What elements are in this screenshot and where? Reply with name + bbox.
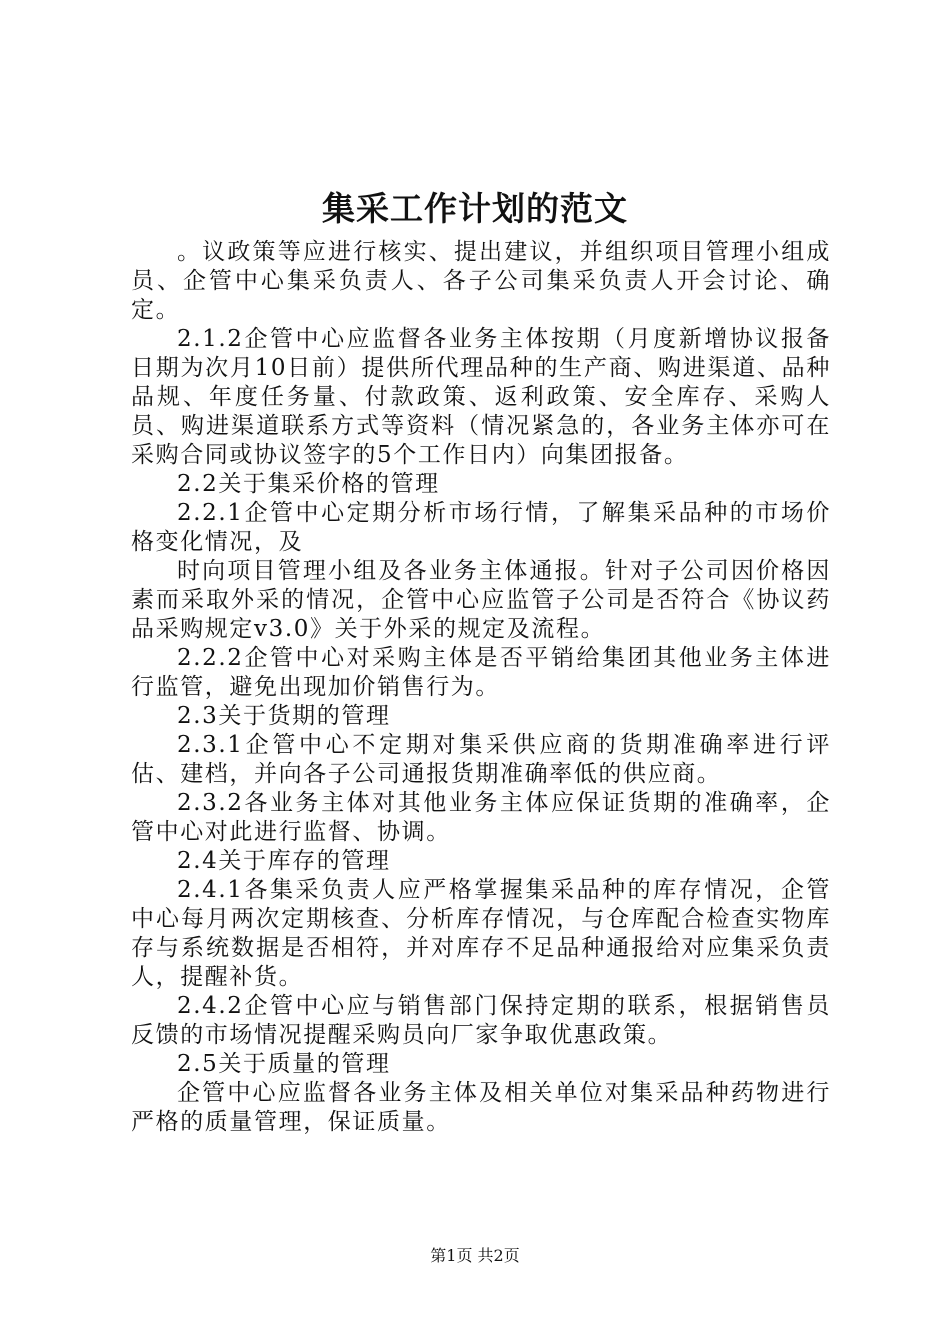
section-heading: 2.5关于质量的管理	[177, 1051, 391, 1077]
paragraph: 。议政策等应进行核实、提出建议，并组织项目管理小组成员、企管中心集采负责人、各子公司集采负责人开会讨论、确定。	[131, 239, 831, 323]
paragraph: 2.2.1企管中心定期分析市场行情，了解集采品种的市场价格变化情况，及	[131, 500, 831, 555]
document-title: 集采工作计划的范文	[322, 189, 628, 228]
page-footer: 第1页 共2页	[430, 1246, 520, 1265]
section-heading: 2.2关于集采价格的管理	[177, 471, 440, 497]
document-body	[131, 238, 831, 1137]
paragraph: 2.3.2各业务主体对其他业务主体应保证货期的准确率，企管中心对此进行监督、协调。	[131, 790, 831, 845]
paragraph: 2.3.1企管中心不定期对集采供应商的货期准确率进行评估、建档，并向各子公司通报货期准确率低的供应商。	[131, 732, 831, 787]
paragraph: 2.2.2企管中心对采购主体是否平销给集团其他业务主体进行监管，避免出现加价销售行为。	[131, 645, 831, 700]
paragraph: 2.4.1各集采负责人应严格掌握集采品种的库存情况，企管中心每月两次定期核查、分析库存情况，与仓库配合检查实物库存与系统数据是否相符，并对库存不足品种通报给对应集采负责人，提醒补货。	[131, 877, 831, 990]
paragraph: 企管中心应监督各业务主体及相关单位对集采品种药物进行严格的质量管理，保证质量。	[131, 1080, 831, 1135]
section-heading: 2.4关于库存的管理	[177, 848, 391, 874]
paragraph: 时向项目管理小组及各业务主体通报。针对子公司因价格因素而采取外采的情况，企管中心应监管子公司是否符合《协议药品采购规定v3.0》关于外采的规定及流程。	[131, 558, 831, 642]
paragraph: 2.1.2企管中心应监督各业务主体按期（月度新增协议报备日期为次月10日前）提供所代理品种的生产商、购进渠道、品种品规、年度任务量、付款政策、返利政策、安全库存、采购人员、购进渠道联系方式等资料（情况紧急的，各业务主体亦可在采购合同或协议签字的5个工作日内）向集团报备。	[131, 326, 831, 468]
section-heading: 2.3关于货期的管理	[177, 703, 391, 729]
paragraph: 2.4.2企管中心应与销售部门保持定期的联系，根据销售员反馈的市场情况提醒采购员向厂家争取优惠政策。	[131, 993, 831, 1048]
